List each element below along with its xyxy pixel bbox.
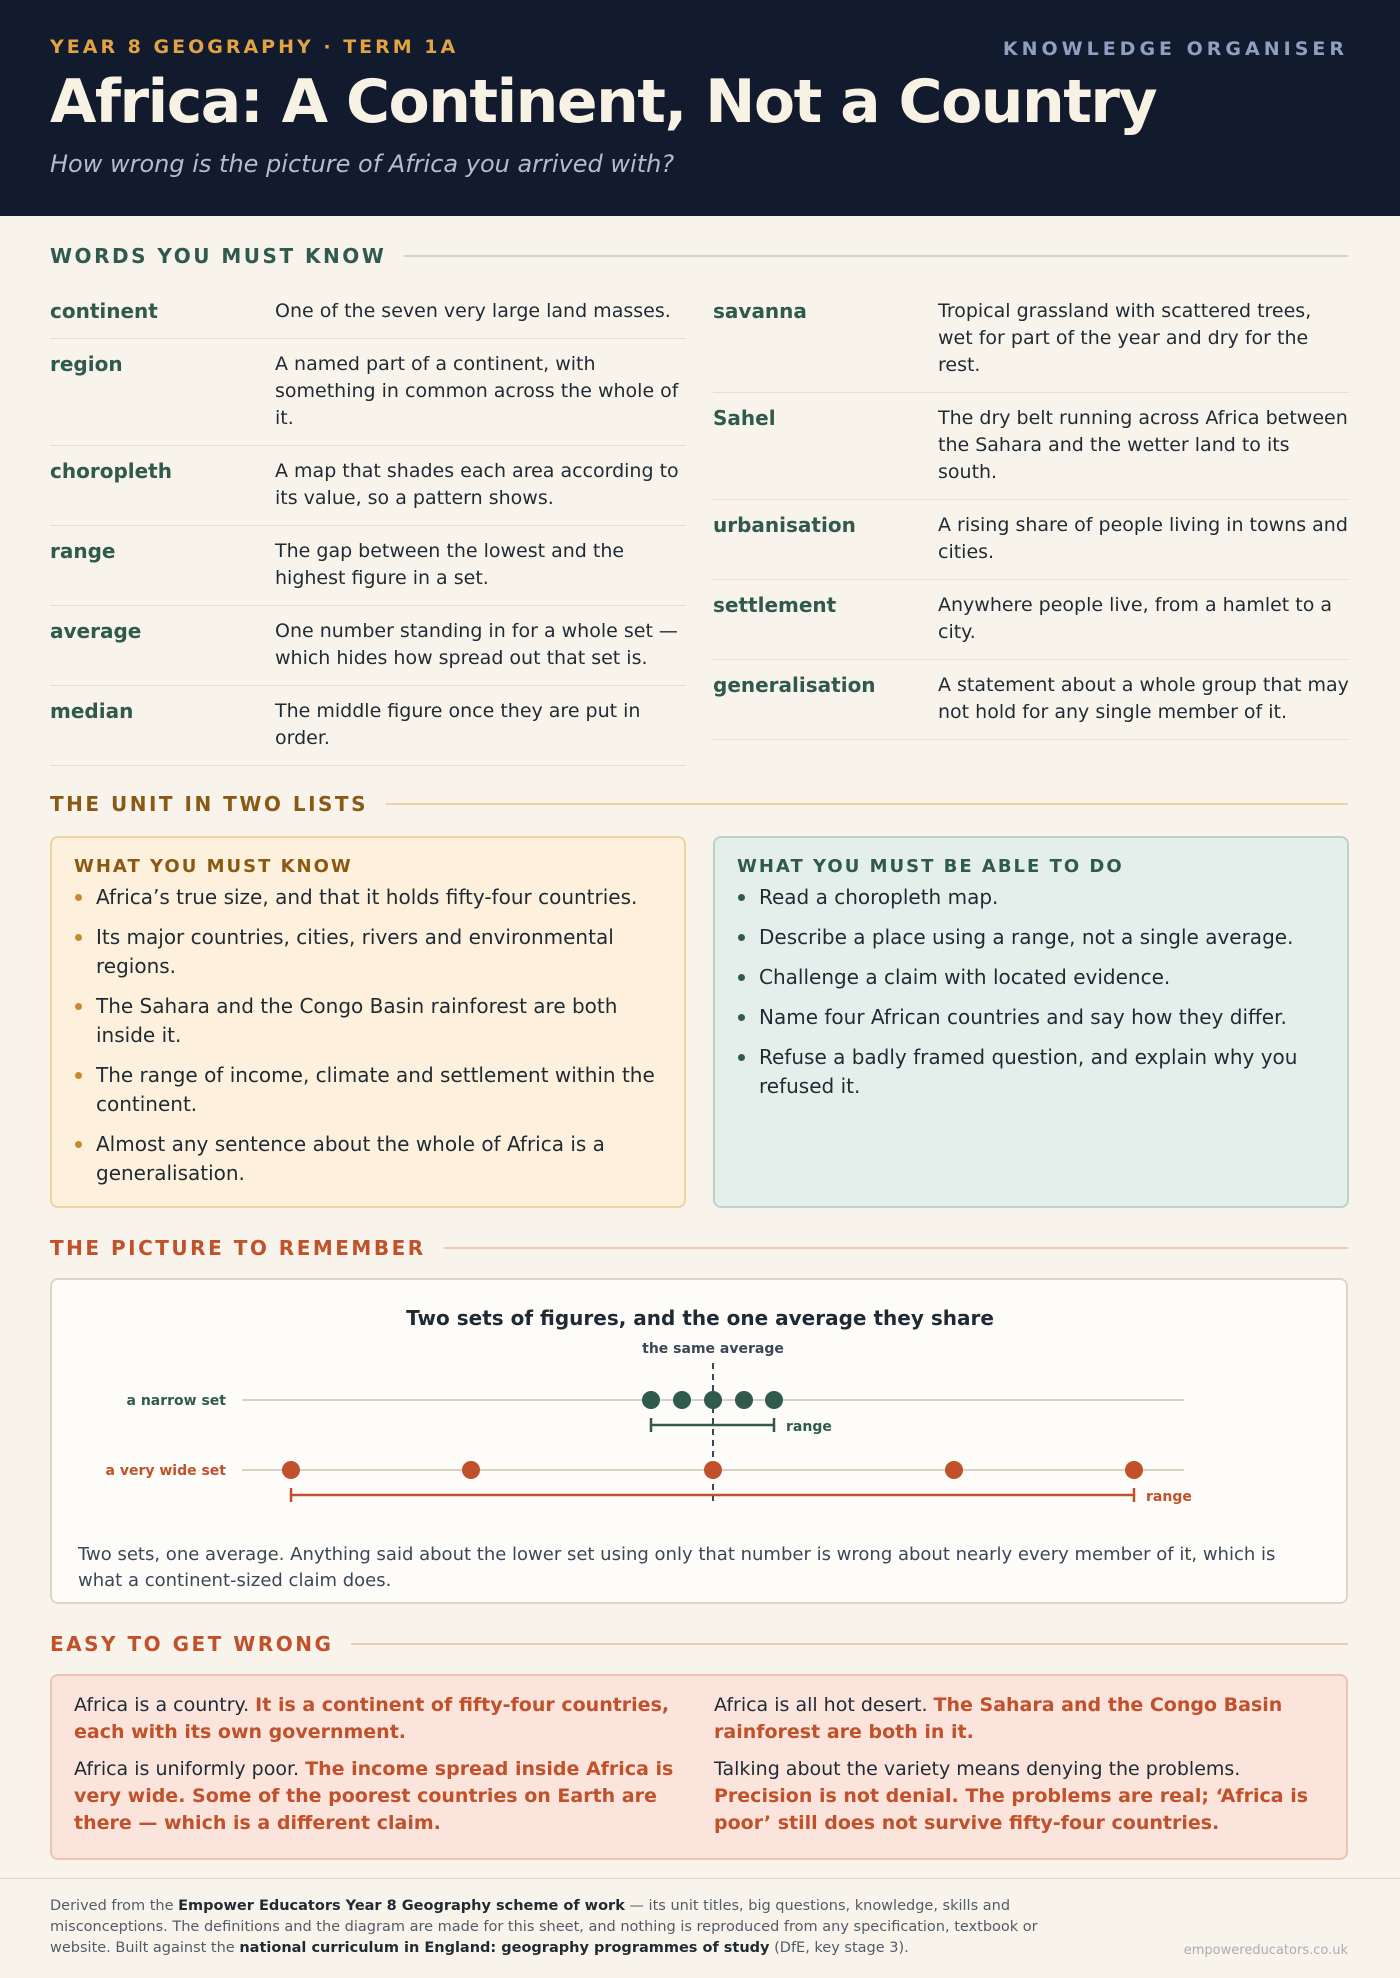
misconception-claim: Africa is a country. bbox=[74, 1694, 250, 1716]
list-item: The Sahara and the Congo Basin rainforest are both inside it. bbox=[74, 992, 664, 1050]
divider bbox=[444, 1247, 1348, 1249]
wide-range-label: range bbox=[1146, 1489, 1192, 1505]
page-title: Africa: A Continent, Not a Country bbox=[50, 67, 1157, 137]
misconception-correction: Precision is not denial. The problems are real; ‘Africa is poor’ still does not survive fifty-four countries. bbox=[714, 1785, 1309, 1834]
picture-heading: THE PICTURE TO REMEMBER bbox=[50, 1236, 426, 1260]
term-word: region bbox=[50, 352, 123, 376]
misconception-correction: It is a continent of fifty-four countries, each with its own government. bbox=[74, 1694, 670, 1743]
misconception-item bbox=[714, 1756, 1334, 1837]
narrow-range-label: range bbox=[786, 1419, 832, 1435]
course-kicker: YEAR 8 GEOGRAPHY · TERM 1A bbox=[50, 36, 459, 58]
wide-set-point bbox=[282, 1461, 300, 1479]
narrow-set-point bbox=[735, 1391, 753, 1409]
term-word: generalisation bbox=[713, 673, 876, 697]
glossary bbox=[50, 286, 1348, 766]
list-item: Almost any sentence about the whole of Africa is a generalisation. bbox=[74, 1130, 664, 1188]
narrow-set-point bbox=[704, 1391, 722, 1409]
divider bbox=[386, 803, 1348, 805]
divider bbox=[404, 255, 1348, 257]
narrow-set-point bbox=[642, 1391, 660, 1409]
misconception-item bbox=[714, 1692, 1334, 1746]
wrong-section-heading bbox=[50, 1632, 1348, 1656]
page-subtitle: How wrong is the picture of Africa you arrived with? bbox=[50, 150, 675, 178]
narrow-set-point bbox=[673, 1391, 691, 1409]
unit-lists bbox=[50, 836, 1348, 1208]
must-do-heading: WHAT YOU MUST BE ABLE TO DO bbox=[737, 856, 1124, 877]
misconception-correction: The Sahara and the Congo Basin rainforest are both in it. bbox=[714, 1694, 1283, 1743]
wide-set-label: a very wide set bbox=[105, 1463, 226, 1479]
list-item: Refuse a badly framed question, and explain why you refused it. bbox=[737, 1043, 1327, 1101]
glossary-term bbox=[50, 686, 686, 766]
glossary-right-column bbox=[713, 286, 1349, 766]
scheme-of-work-name: Empower Educators Year 8 Geography scheme of work bbox=[178, 1898, 625, 1914]
wide-set-point bbox=[462, 1461, 480, 1479]
footer-text-part: (DfE, key stage 3). bbox=[769, 1940, 909, 1956]
list-item: Challenge a claim with located evidence. bbox=[737, 963, 1327, 992]
must-know-list bbox=[74, 883, 664, 1188]
term-definition: A named part of a continent, with something in common across the whole of it. bbox=[275, 353, 679, 429]
narrow-set-point bbox=[765, 1391, 783, 1409]
unit-section-heading bbox=[50, 792, 1348, 816]
term-definition: A statement about a whole group that may not hold for any single member of it. bbox=[938, 674, 1349, 723]
misconceptions-right-column bbox=[714, 1692, 1334, 1858]
glossary-term bbox=[50, 339, 686, 446]
term-word: median bbox=[50, 699, 134, 723]
glossary-term bbox=[50, 526, 686, 606]
site-url: empowereducators.co.uk bbox=[1183, 1943, 1348, 1958]
wide-set-point bbox=[945, 1461, 963, 1479]
must-know-box bbox=[50, 836, 686, 1208]
range-diagram bbox=[50, 1278, 1348, 1604]
must-do-box bbox=[713, 836, 1349, 1208]
term-definition: Anywhere people live, from a hamlet to a city. bbox=[938, 594, 1333, 643]
list-item: Name four African countries and say how they differ. bbox=[737, 1003, 1327, 1032]
misconception-item bbox=[74, 1692, 692, 1746]
misconception-claim: Africa is uniformly poor. bbox=[74, 1758, 300, 1780]
narrow-set-label: a narrow set bbox=[126, 1393, 226, 1409]
list-item: Describe a place using a range, not a single average. bbox=[737, 923, 1327, 952]
footer-text bbox=[50, 1896, 1050, 1959]
footer-text-part: Derived from the bbox=[50, 1898, 179, 1914]
glossary-term bbox=[713, 286, 1349, 393]
footer-text-part: — its unit titles, big questions, knowledge, skills and misconceptions. The definitions and the diagram are made for this sheet, and nothing is reproduced from any specification, textbook or website. Built against the bbox=[50, 1898, 1038, 1956]
term-definition: The gap between the lowest and the highest figure in a set. bbox=[275, 540, 625, 589]
term-word: urbanisation bbox=[713, 513, 856, 537]
misconception-claim: Africa is all hot desert. bbox=[714, 1694, 928, 1716]
must-know-heading: WHAT YOU MUST KNOW bbox=[74, 856, 353, 877]
picture-section-heading bbox=[50, 1236, 1348, 1260]
term-definition: A map that shades each area according to its value, so a pattern shows. bbox=[275, 460, 679, 509]
term-word: choropleth bbox=[50, 459, 172, 483]
divider bbox=[351, 1643, 1348, 1645]
glossary-term bbox=[713, 580, 1349, 660]
page-header bbox=[0, 0, 1400, 216]
term-word: settlement bbox=[713, 593, 837, 617]
words-section-heading bbox=[50, 244, 1348, 268]
list-item: Read a choropleth map. bbox=[737, 883, 1327, 912]
diagram-caption: Two sets, one average. Anything said about the lower set using only that number is wrong about nearly every member of it, which is what a continent-sized claim does. bbox=[78, 1544, 1276, 1591]
term-definition: The middle figure once they are put in order. bbox=[275, 700, 641, 749]
term-definition: The dry belt running across Africa between the Sahara and the wetter land to its south. bbox=[938, 407, 1348, 483]
misconceptions-left-column bbox=[74, 1692, 692, 1858]
glossary-term bbox=[713, 660, 1349, 740]
page-footer bbox=[0, 1878, 1400, 1978]
glossary-term bbox=[50, 446, 686, 526]
term-definition: One of the seven very large land masses. bbox=[275, 300, 671, 322]
unit-heading: THE UNIT IN TWO LISTS bbox=[50, 792, 368, 816]
misconception-claim: Talking about the variety means denying the problems. bbox=[714, 1758, 1241, 1780]
wide-set-point bbox=[704, 1461, 722, 1479]
term-word: average bbox=[50, 619, 142, 643]
list-item: Its major countries, cities, rivers and environmental regions. bbox=[74, 923, 664, 981]
misconception-correction: The income spread inside Africa is very wide. Some of the poorest countries on Earth are there — which is a different claim. bbox=[74, 1758, 674, 1834]
misconception-item bbox=[74, 1756, 692, 1837]
glossary-term bbox=[713, 393, 1349, 500]
list-item: Africa’s true size, and that it holds fifty-four countries. bbox=[74, 883, 664, 912]
term-definition: Tropical grassland with scattered trees, wet for part of the year and dry for the rest. bbox=[938, 300, 1312, 376]
glossary-term bbox=[50, 606, 686, 686]
term-definition: One number standing in for a whole set — which hides how spread out that set is. bbox=[275, 620, 678, 669]
wide-set-point bbox=[1125, 1461, 1143, 1479]
glossary-left-column bbox=[50, 286, 686, 766]
term-word: continent bbox=[50, 299, 158, 323]
term-word: range bbox=[50, 539, 116, 563]
document-type: KNOWLEDGE ORGANISER bbox=[1002, 38, 1348, 60]
average-label: the same average bbox=[642, 1341, 784, 1357]
curriculum-name: national curriculum in England: geography programmes of study bbox=[239, 1940, 770, 1956]
words-heading: WORDS YOU MUST KNOW bbox=[50, 244, 387, 268]
wrong-heading: EASY TO GET WRONG bbox=[50, 1632, 334, 1656]
glossary-term bbox=[713, 500, 1349, 580]
must-do-list bbox=[737, 883, 1327, 1101]
misconceptions-box bbox=[50, 1674, 1348, 1860]
diagram-title: Two sets of figures, and the one average they share bbox=[406, 1306, 994, 1330]
glossary-term bbox=[50, 286, 686, 339]
list-item: The range of income, climate and settlement within the continent. bbox=[74, 1061, 664, 1119]
term-word: savanna bbox=[713, 299, 807, 323]
term-word: Sahel bbox=[713, 406, 776, 430]
term-definition: A rising share of people living in towns and cities. bbox=[938, 514, 1348, 563]
